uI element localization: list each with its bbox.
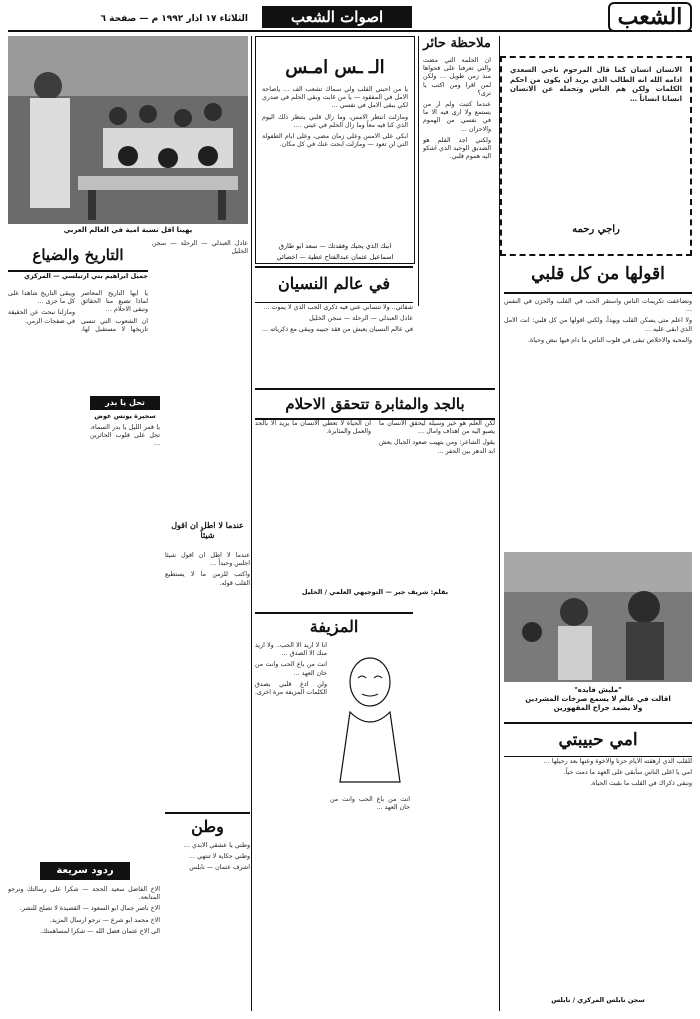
watan-paragraph: وطني حكاية لا تنتهي … <box>188 853 250 861</box>
mazeefa-paragraph: انت من باع الحب وانت من خان العهد … <box>330 796 410 812</box>
aqulha-paragraph: والمحبة والاخلاص تبقى في قلوب الناس ما دام فيها نبض وحياة. <box>527 336 692 344</box>
mulahtha-paragraph: عندما كتبت ولم ار من يستمع ولا ارى فيه الا ما في نفسي من الهموم والاحزان … <box>423 101 491 133</box>
alam-extra: عادل العبدلي — الرحلة — سجن الخليل <box>152 240 248 256</box>
alam-paragraph: في عالم النسيان يعيش من فقد حبيبه ويبقى مع ذكرياته … <box>261 326 413 334</box>
tarikh-paragraph: يا ايها التاريخ المعاصر لماذا تضيع منا الحقائق وتبقى الاحلام … <box>81 290 148 314</box>
ummi-paragraph: وتبقى ذكراك في القلب ما بقيت الحياة. <box>590 780 692 788</box>
mazeefa-paragraph: انت من باع الحب وانت من خان العهد … <box>255 661 327 677</box>
ummi-signoff: سجن نابلس المركزي / نابلس <box>551 996 645 1004</box>
girls-photo-image <box>504 552 692 682</box>
mazeefa-title-block <box>255 612 413 640</box>
tarikh-title: التاريخ والضياع <box>32 246 124 264</box>
aqulha-paragraph: ولا اعلم متى يسكن القلب ويهدأ، ولكني اقولها من كل قلبي: انت الامل الذي ابقى عليه … <box>504 317 692 333</box>
mazeefa-drawing <box>330 642 410 792</box>
mid-poem-title-block <box>165 520 250 550</box>
watan-body <box>165 842 250 1002</box>
ams-byline: اسماعيل عثمان عبدالفتاح عطية — اخصائي <box>276 253 394 261</box>
aqulha-rule <box>504 292 692 294</box>
alam-title-block <box>255 266 413 303</box>
classroom-photo <box>8 36 248 224</box>
jidd-paragraph: يقول الشاعر: ومن يتهيب صعود الجبال يعش ابد الدهر بين الحفر … <box>379 439 495 455</box>
mazeefa-paragraph: انا لا اريد الا الحب.. ولا اريد منك الا الصدق … <box>255 642 327 658</box>
mulahtha-paragraph: ان الحلمة التي مضت والتي تعرفنا على فحواها منذ زمن طويل … ولكن لمن اقرا ومن اكتب يا ترى؟ <box>423 57 491 97</box>
ummi-title: امي حبيبتي <box>558 730 638 750</box>
tahal-body <box>90 424 160 724</box>
ams-paragraph: ومازلت انتظر الامس، وما زال قلبي ينتظر ذلك اليوم الذي كنا فيه معاً وما زال الحلم في عيني …. <box>262 113 408 129</box>
mid-poem-body <box>165 552 250 802</box>
tahal-title: تحل يا بدر <box>90 396 160 410</box>
ams-paragraph: يا من احبني القلب ولي سماك تشعب الف … ياصاحة الامل في المفقود — يا من غابت وبقي الحلم في صدري لكي يبقى الامل في نفسي … <box>262 86 408 110</box>
alam-title: في عالم النسيان <box>278 274 390 293</box>
ruduud-item: الاخ الفاضل سعيد الحجة — شكرا على رسالتك ونرجو المتابعة. <box>8 886 160 902</box>
mazeefa-body <box>255 642 327 1002</box>
ams-body <box>262 86 408 236</box>
watan-paragraph: اشرف عثمان — نابلس <box>189 864 250 872</box>
watan-title: وطن <box>191 817 224 836</box>
ruduud-item: الاخ محمد ابو شرع — نرجو ارسال المزيد. <box>49 916 160 924</box>
alam-body <box>255 304 413 384</box>
date-line <box>8 6 248 28</box>
aqulha-body <box>504 298 692 548</box>
tahal-author: سحيرة يونس عوض <box>94 412 156 420</box>
mid-poem-title: عندما لا اطل ان اقول شيئاً <box>171 520 244 540</box>
newspaper-logo: الشعب <box>608 2 692 32</box>
watan-paragraph: وطني يا عشقي الابدي … <box>183 842 250 849</box>
quote-signature: راجي رحمه <box>572 224 620 235</box>
mulahtha-title: ملاحظة حائر <box>423 36 491 51</box>
section-title: اصوات الشعب <box>262 6 412 28</box>
jidd-title-block <box>255 388 495 420</box>
mazeefa-body-cont <box>330 796 410 1002</box>
mazeefa-paragraph: ولن ادع قلبي يصدق الكلمات المزيفة مرة اخرى. <box>255 680 327 697</box>
mid-poem-paragraph: عندما لا اطل ان اقول شيئاً اجلس وحيداً … <box>165 552 250 568</box>
mulahtha-article <box>418 36 495 306</box>
jidd-title: بالجد والمثابرة تتحقق الاحلام <box>285 395 465 413</box>
tarikh-author: جميل ابراهيم بني ارتيلسي — المركزي <box>24 272 148 280</box>
tahal-paragraph: يا قمر الليل يا بدر السماء، تحل على قلوب الحائرين … <box>90 424 160 448</box>
jidd-body <box>255 420 495 585</box>
ams-title: الـ ـس امـس <box>285 57 385 78</box>
ams-paragraph: ابكي على الامس وعلى زمان مضى، وعلى ايام الطفولة التي لن تعود — ومازلت ابحث عنك في كل مكان. <box>262 133 408 149</box>
ams-signoff: ابنك الذي يحبك وفقدتك — سعد ابو طارق <box>278 242 392 250</box>
jidd-signoff: بقلم: شريف جبر — التوجيهي العلمي / الخليل <box>301 588 449 596</box>
ummi-paragraph: امي يا اغلى الناس سأبقى على العهد ما دمت حياً. <box>563 769 692 777</box>
mid-poem-paragraph: واكتب للزمن ما لا يستطيع القلب قوله. <box>165 571 250 587</box>
mid-poem-top <box>152 240 248 390</box>
ruduud-item: الى الاخ عثمان فضل الله — شكرا لمساهمتك. <box>39 927 160 935</box>
mazeefa-title: المزيفة <box>309 617 359 636</box>
tarikh-paragraph: ان الشعوب التي تنسى تاريخها لا مستقبل لها، ويبقى التاريخ شاهداً على كل ما جرى … <box>8 290 148 333</box>
quote-box <box>500 56 692 256</box>
date-page: الثلاثاء ١٧ اذار ١٩٩٢ م — صفحة ٦ <box>100 14 248 24</box>
mazeefa-illustration <box>330 642 410 792</box>
jidd-paragraph: لكن العلم هو خير وسيلة ليحقق الانسان ما يصبو اليه من اهداف وامال … <box>379 420 495 436</box>
ummi-paragraph: للقلب الذي ارهقته الايام حزناً والاخوة وعنها بعد رحيلها … <box>543 758 692 765</box>
ummi-body <box>504 758 692 990</box>
ummi-title-block <box>504 722 692 757</box>
mulahtha-body <box>423 57 491 297</box>
girls-photo <box>504 552 692 682</box>
column-rule <box>499 36 500 1011</box>
aqulha-title-block <box>504 258 692 290</box>
ruduud-item: الاخ ناصر جمال ابو السعود — القصيدة لا تصلح للنشر. <box>19 905 160 913</box>
ruduud-list <box>8 886 160 1012</box>
classroom-photo-image <box>8 36 248 224</box>
tarikh-paragraph: ومازلنا نبحث عن الحقيقة في صفحات الزمن. <box>8 309 75 325</box>
jidd-paragraph: ان الحياة لا تعطي الانسان ما يريد الا بالجد والعمل والمثابرة. <box>255 420 371 436</box>
photo2-caption: "مليش فايده" اقالت في عالم لا يسمع صرخات المشردين ولا يضمد جراح المقهورين <box>525 686 671 712</box>
aqulha-paragraph: وتضاعفت تكريمات الناس واستقر الحب في القلب والحزن في النفس … <box>504 298 692 314</box>
quote-text: الانسان انسان كما قال المرحوم ناجي السعدي ادامه الله انه الطالب الذي يريد ان يكون من احكم الكلمات ولكن هم الناس وتحمله عن الانسان انسانا انساناً … <box>510 66 682 103</box>
header-rule <box>8 30 692 32</box>
aqulha-title: اقولها من كل قلبي <box>531 264 665 284</box>
ruduud-title: ردود سريعة <box>40 862 130 880</box>
alam-paragraph: عادل العبدلي — الرحلة — سجن الخليل <box>309 315 413 323</box>
watan-title-block <box>165 812 250 840</box>
mulahtha-paragraph: ولكني اجد القلم هو الصديق الوحيد الذي اشكو اليه هموم قلبي. <box>423 136 491 161</box>
column-rule <box>251 36 252 1011</box>
photo1-caption: يهبنا اقل نسبة امية في العالم العربي <box>63 226 193 234</box>
tarikh-title-block <box>8 240 148 272</box>
alam-paragraph: شقائي.. ولا تنساني عني فيه ذكرى الحب الذي لا يموت … <box>263 304 413 311</box>
ams-article <box>255 36 415 264</box>
